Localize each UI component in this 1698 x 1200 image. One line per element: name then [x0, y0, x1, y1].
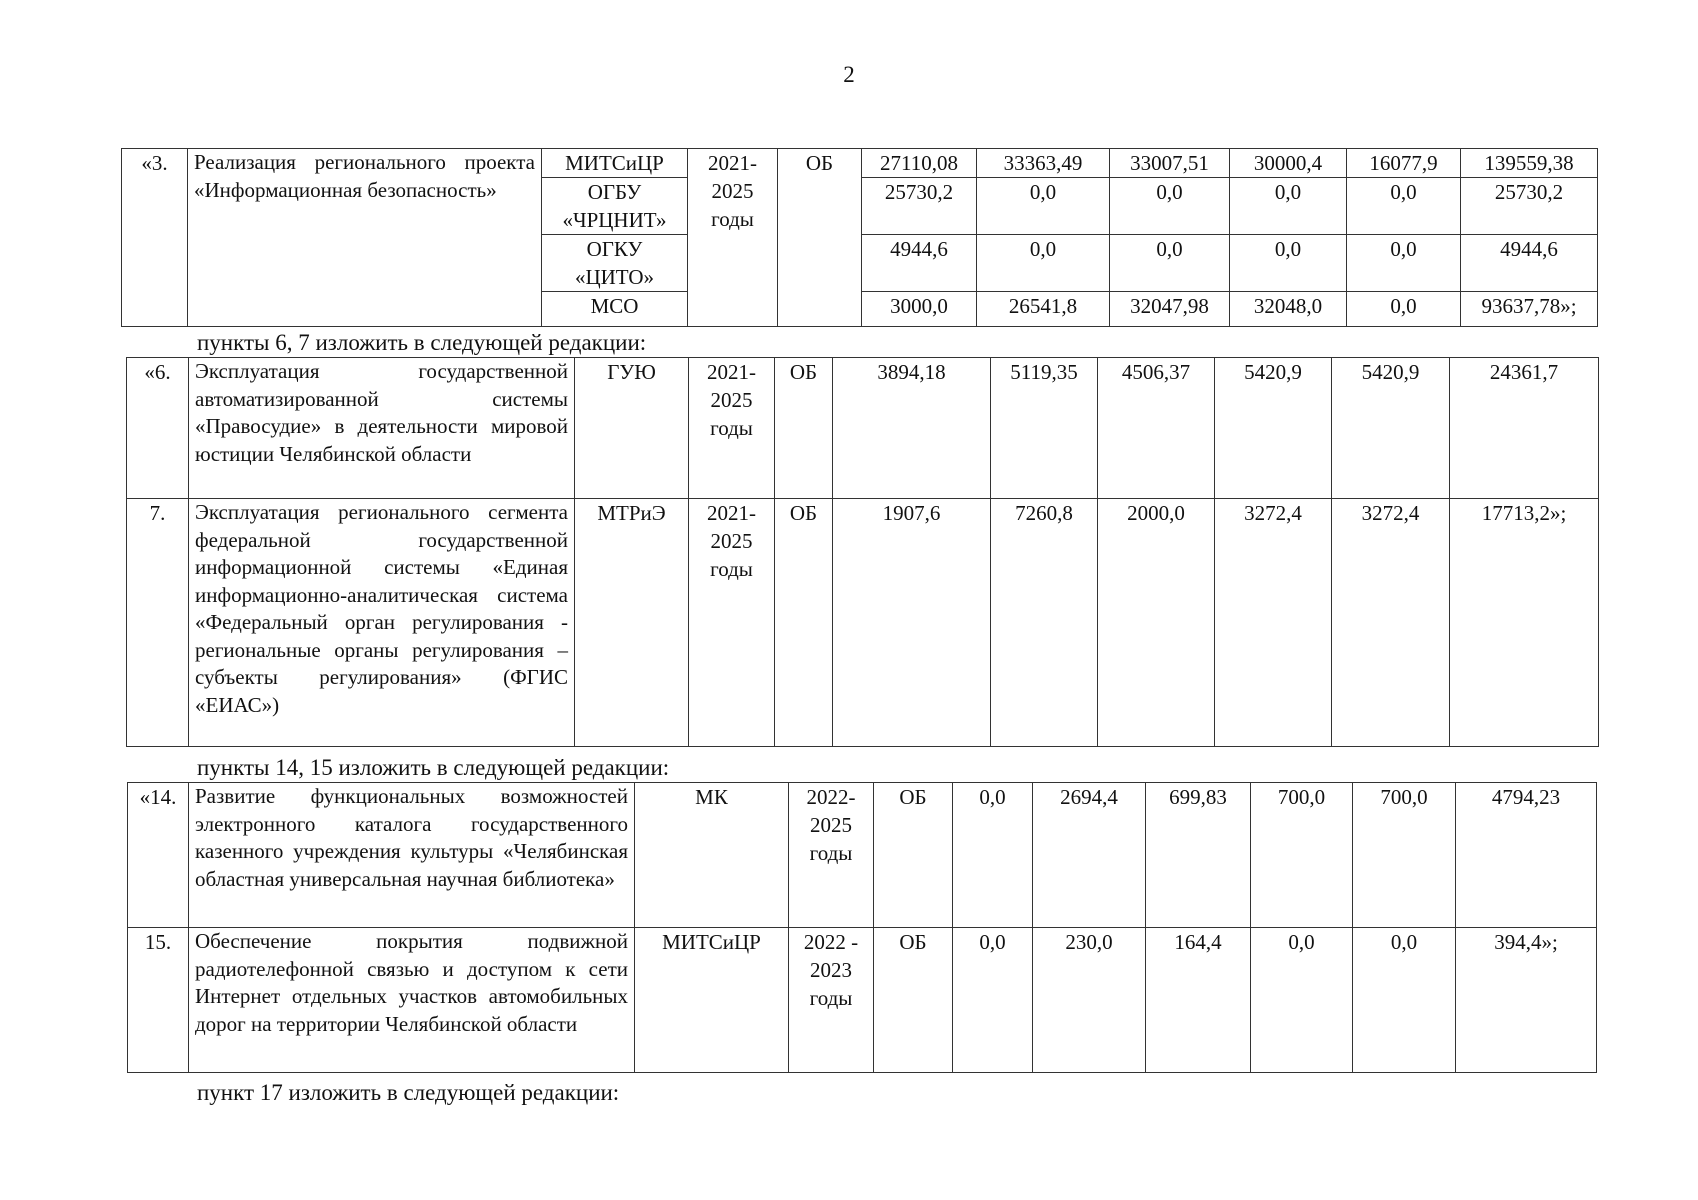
- value-cell: 25730,2: [1461, 178, 1598, 235]
- instruction-text: пункт 17 изложить в следующей редакции:: [197, 1080, 620, 1105]
- table-items-14-15: [127, 782, 1597, 1073]
- executor: ОГБУ «ЧРЦНИТ»: [542, 178, 688, 235]
- value-cell: 0,0: [1347, 235, 1461, 292]
- value-cell: 230,0: [1033, 928, 1146, 1073]
- table-item-3: [121, 148, 1598, 327]
- value-cell: 17713,2»;: [1450, 499, 1599, 747]
- value-cell: 2694,4: [1033, 783, 1146, 928]
- value-cell: 30000,4: [1230, 149, 1347, 178]
- value-cell: 4794,23: [1456, 783, 1597, 928]
- value-cell: 93637,78»;: [1461, 292, 1598, 327]
- value-cell: 5119,35: [991, 358, 1098, 499]
- value-cell: 27110,08: [862, 149, 977, 178]
- row-name: Эксплуатация регионального сегмента федеральной государственной информационной системы «Единая информационно-аналитическая система «Федеральный орган регулирования - региональные органы регулирования – субъекты регулирования» (ФГИС «ЕИАС»): [189, 499, 575, 747]
- executor: ОГКУ «ЦИТО»: [542, 235, 688, 292]
- page-number: 2: [843, 62, 855, 87]
- value-cell: 700,0: [1353, 783, 1456, 928]
- value-cell: 3894,18: [833, 358, 991, 499]
- value-cell: 0,0: [1230, 235, 1347, 292]
- value-cell: 33007,51: [1110, 149, 1230, 178]
- value-cell: 0,0: [977, 235, 1110, 292]
- value-cell: 0,0: [1251, 928, 1353, 1073]
- row-name: Обеспечение покрытия подвижной радиотелефонной связью и доступом к сети Интернет отдельных участков автомобильных дорог на территории Челябинской области: [189, 928, 635, 1073]
- row-number: 15.: [128, 928, 189, 1073]
- row-name: Развитие функциональных возможностей электронного каталога государственного казенного учреждения культуры «Челябинская областная универсальная научная библиотека»: [189, 783, 635, 928]
- value-cell: 24361,7: [1450, 358, 1599, 499]
- value-cell: 0,0: [1110, 235, 1230, 292]
- value-cell: 0,0: [953, 783, 1033, 928]
- budget: ОБ: [874, 928, 953, 1073]
- period: 2021-2025 годы: [689, 499, 775, 747]
- value-cell: 5420,9: [1332, 358, 1450, 499]
- row-number: 7.: [127, 499, 189, 747]
- value-cell: 33363,49: [977, 149, 1110, 178]
- value-cell: 139559,38: [1461, 149, 1598, 178]
- value-cell: 4944,6: [1461, 235, 1598, 292]
- period: 2021-2025 годы: [689, 358, 775, 499]
- value-cell: 0,0: [1353, 928, 1456, 1073]
- value-cell: 7260,8: [991, 499, 1098, 747]
- budget: ОБ: [775, 358, 833, 499]
- row-name: Реализация регионального проекта «Информационная безопасность»: [188, 149, 542, 327]
- value-cell: 3000,0: [862, 292, 977, 327]
- value-cell: 0,0: [953, 928, 1033, 1073]
- value-cell: 26541,8: [977, 292, 1110, 327]
- value-cell: 4506,37: [1098, 358, 1215, 499]
- value-cell: 700,0: [1251, 783, 1353, 928]
- value-cell: 25730,2: [862, 178, 977, 235]
- executor: МТРиЭ: [575, 499, 689, 747]
- value-cell: 0,0: [1110, 178, 1230, 235]
- value-cell: 5420,9: [1215, 358, 1332, 499]
- value-cell: 32048,0: [1230, 292, 1347, 327]
- value-cell: 16077,9: [1347, 149, 1461, 178]
- executor: МСО: [542, 292, 688, 327]
- instruction-text: пункты 6, 7 изложить в следующей редакции:: [197, 330, 647, 355]
- row-number: «6.: [127, 358, 189, 499]
- row-number: «3.: [122, 149, 188, 327]
- value-cell: 32047,98: [1110, 292, 1230, 327]
- value-cell: 3272,4: [1215, 499, 1332, 747]
- table-items-6-7: [126, 357, 1599, 747]
- value-cell: 0,0: [1347, 178, 1461, 235]
- budget: ОБ: [778, 149, 862, 327]
- value-cell: 0,0: [977, 178, 1110, 235]
- period: 2022 - 2023 годы: [789, 928, 874, 1073]
- value-cell: 394,4»;: [1456, 928, 1597, 1073]
- value-cell: 0,0: [1347, 292, 1461, 327]
- value-cell: 1907,6: [833, 499, 991, 747]
- row-name: Эксплуатация государственной автоматизированной системы «Правосудие» в деятельности мировой юстиции Челябинской области: [189, 358, 575, 499]
- period: 2021-2025 годы: [688, 149, 778, 327]
- row-number: «14.: [128, 783, 189, 928]
- value-cell: 4944,6: [862, 235, 977, 292]
- instruction-text: пункты 14, 15 изложить в следующей редакции:: [197, 755, 670, 780]
- budget: ОБ: [775, 499, 833, 747]
- value-cell: 3272,4: [1332, 499, 1450, 747]
- budget: ОБ: [874, 783, 953, 928]
- executor: МК: [635, 783, 789, 928]
- value-cell: 0,0: [1230, 178, 1347, 235]
- executor: МИТСиЦР: [635, 928, 789, 1073]
- period: 2022-2025 годы: [789, 783, 874, 928]
- executor: ГУЮ: [575, 358, 689, 499]
- value-cell: 164,4: [1146, 928, 1251, 1073]
- value-cell: 2000,0: [1098, 499, 1215, 747]
- executor: МИТСиЦР: [542, 149, 688, 178]
- value-cell: 699,83: [1146, 783, 1251, 928]
